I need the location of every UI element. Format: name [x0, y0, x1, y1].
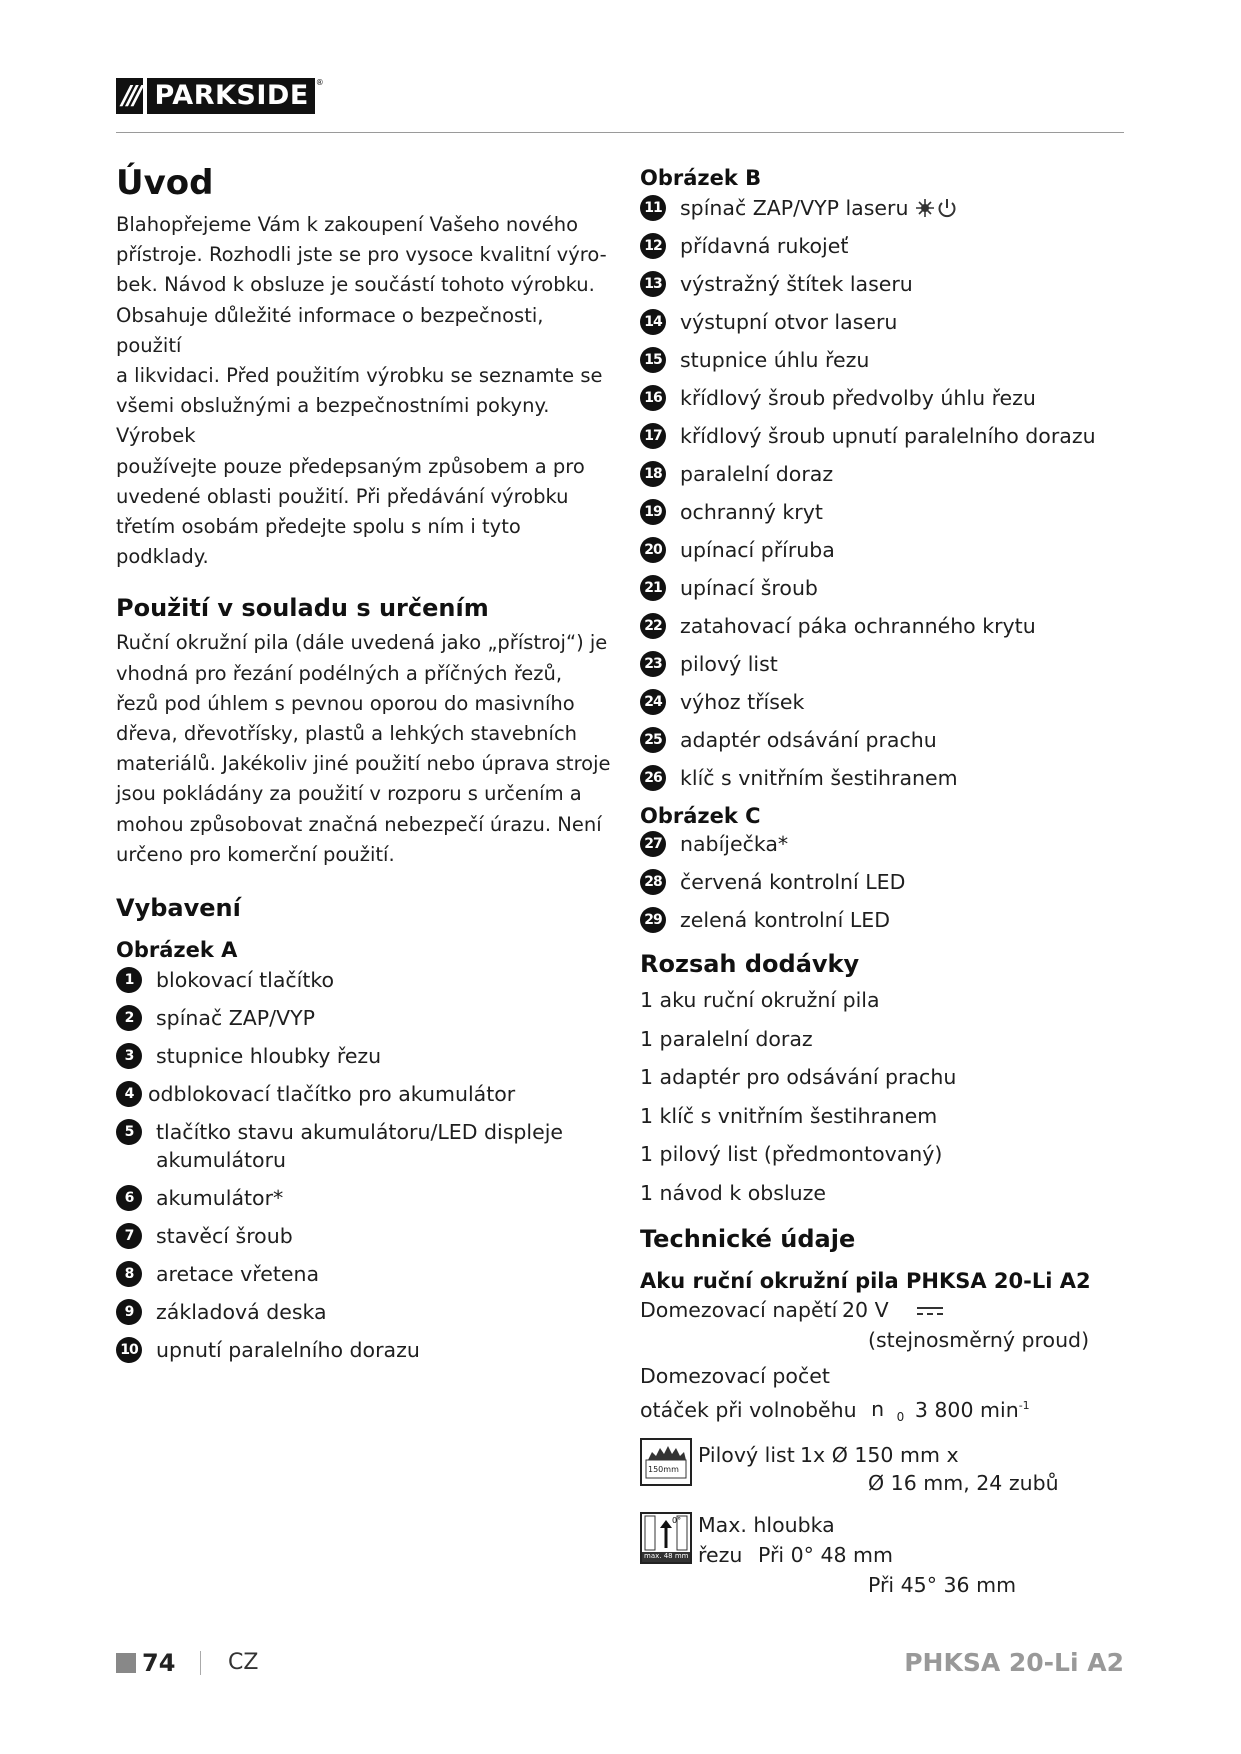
depth-label-1: Max. hloubka — [698, 1513, 835, 1538]
item-label: výstražný štítek laseru — [680, 272, 913, 296]
intro-line: Blahopřejeme Vám k zakoupení Vašeho nového — [116, 213, 579, 236]
figure-c-heading: Obrázek C — [640, 804, 761, 828]
item-label-wrap — [680, 194, 1140, 222]
intro-line: všemi obslužnými a bezpečnostními pokyny. Výrobek — [116, 394, 550, 448]
delivery-item: 1 klíč s vnitřním šestihranem — [640, 1103, 938, 1128]
item-label: zelená kontrolní LED — [680, 908, 891, 932]
item-label: upínací příruba — [680, 538, 835, 562]
callout-number-icon: 5 — [116, 1119, 142, 1145]
intro-line: třetím osobám předejte spolu s ním i tyto podklady. — [116, 515, 521, 569]
item-label: klíč s vnitřním šestihranem — [680, 766, 958, 790]
callout-number-icon: 11 — [640, 195, 666, 221]
list-item — [640, 460, 1140, 488]
callout-number-icon: 19 — [640, 499, 666, 525]
speed-label-1: Domezovací počet — [640, 1363, 830, 1388]
intended-use-title: Použití v souladu s určením — [116, 594, 489, 623]
header-rule — [116, 132, 1124, 133]
callout-number-icon: 18 — [640, 461, 666, 487]
callout-number-icon: 8 — [116, 1261, 142, 1287]
speed-superscript: -1 — [1018, 1398, 1030, 1412]
callout-number-icon: 3 — [116, 1043, 142, 1069]
item-label: ochranný kryt — [680, 500, 823, 524]
list-item — [640, 422, 1140, 450]
list-item — [640, 726, 1140, 754]
depth-value-1: Při 0° 48 mm — [758, 1543, 893, 1568]
speed-value: 3 800 min — [914, 1397, 1019, 1422]
list-item — [116, 1222, 611, 1250]
language-code: CZ — [228, 1650, 259, 1675]
delivery-item: 1 paralelní doraz — [640, 1026, 813, 1051]
callout-number-icon: 10 — [116, 1337, 142, 1363]
list-item — [640, 906, 1140, 934]
item-label: zatahovací páka ochranného krytu — [680, 614, 1036, 638]
footer-model: PHKSA 20-Li A2 — [904, 1648, 1124, 1677]
intended-use-line: mohou způsobovat značná nebezpečí úrazu. Není — [116, 812, 602, 836]
figure-c-list — [640, 830, 1140, 934]
intended-use-line: určeno pro komerční použití. — [116, 842, 395, 866]
item-label: odblokovací tlačítko pro akumulátor — [148, 1082, 516, 1107]
item-label: adaptér odsávání prachu — [680, 728, 937, 752]
intro-line: uvedené oblasti použití. Při předávání výrobku — [116, 484, 569, 508]
intro-title: Úvod — [116, 163, 214, 203]
voltage-value: 20 V — [842, 1297, 889, 1322]
callout-number-icon: 20 — [640, 537, 666, 563]
item-label: spínač ZAP/VYP laseru — [680, 196, 909, 220]
list-item — [640, 498, 1140, 526]
list-item — [640, 868, 1140, 896]
intended-use-line: vhodná pro řezání podélných a příčných řezů, — [116, 661, 563, 685]
list-item — [116, 966, 611, 994]
depth-label-2: řezu — [698, 1543, 743, 1568]
intended-use-line: dřeva, dřevotřísky, plastů a lehkých stavebních — [116, 722, 578, 746]
logo-slashes: /// — [116, 78, 143, 114]
list-item — [116, 1298, 611, 1326]
item-label: stupnice hloubky řezu — [156, 1044, 382, 1069]
delivery-item: 1 aku ruční okružní pila — [640, 988, 880, 1012]
callout-number-icon: 13 — [640, 271, 666, 297]
callout-number-icon: 25 — [640, 727, 666, 753]
list-item — [640, 270, 1140, 298]
item-label: červená kontrolní LED — [680, 870, 906, 894]
list-item — [116, 1118, 611, 1174]
delivery-title: Rozsah dodávky — [640, 950, 860, 978]
item-label: paralelní doraz — [680, 462, 834, 486]
item-label: výstupní otvor laseru — [680, 310, 898, 334]
list-item — [116, 1184, 611, 1212]
item-label: spínač ZAP/VYP — [156, 1006, 315, 1031]
list-item — [116, 1260, 611, 1288]
list-item — [116, 1080, 611, 1108]
footer-square-icon — [116, 1653, 136, 1673]
callout-number-icon: 17 — [640, 423, 666, 449]
footer-divider — [200, 1651, 201, 1675]
depth-icon-angle: 0° — [672, 1516, 682, 1526]
list-item — [116, 1042, 611, 1070]
tech-product: Aku ruční okružní pila PHKSA 20-Li A2 — [640, 1268, 1091, 1293]
item-label: přídavná rukojeť — [680, 234, 849, 258]
logo-brand: PARKSIDE — [147, 78, 315, 114]
item-label: pilový list — [680, 652, 778, 676]
delivery-item: 1 pilový list (předmontovaný) — [640, 1142, 943, 1166]
callout-number-icon: 24 — [640, 689, 666, 715]
callout-number-icon: 28 — [640, 869, 666, 895]
list-item — [640, 688, 1140, 716]
speed-subscript: 0 — [896, 1410, 905, 1425]
item-label: základová deska — [156, 1300, 327, 1325]
callout-number-icon: 7 — [116, 1223, 142, 1249]
list-item — [640, 764, 1140, 792]
callout-number-icon: 21 — [640, 575, 666, 601]
figure-b-heading: Obrázek B — [640, 166, 762, 190]
callout-number-icon: 1 — [116, 967, 142, 993]
item-label: křídlový šroub upnutí paralelního dorazu — [680, 424, 1096, 448]
callout-number-icon: 12 — [640, 233, 666, 259]
list-item — [640, 384, 1140, 412]
item-label: stavěcí šroub — [156, 1224, 293, 1249]
depth-icon-text: max. 48 mm — [644, 1552, 689, 1561]
delivery-item: 1 adaptér pro odsávání prachu — [640, 1065, 957, 1089]
blade-value-2: Ø 16 mm, 24 zubů — [868, 1471, 1059, 1496]
saw-blade-icon — [640, 1438, 692, 1486]
intro-line: Obsahuje důležité informace o bezpečnosti, použití — [116, 303, 544, 357]
list-item — [640, 830, 1140, 858]
list-item — [640, 346, 1140, 374]
blade-label: Pilový list — [698, 1443, 795, 1468]
intended-use-line: řezů pod úhlem s pevnou oporou do masivního — [116, 691, 575, 715]
voltage-note: (stejnosměrný proud) — [868, 1327, 1090, 1352]
callout-number-icon: 27 — [640, 831, 666, 857]
tech-depth-row — [640, 1510, 1140, 1600]
list-item — [640, 612, 1140, 640]
delivery-item: 1 návod k obsluze — [640, 1180, 827, 1205]
item-label: stupnice úhlu řezu — [680, 348, 870, 372]
intended-use-text — [116, 628, 611, 870]
intro-line: přístroje. Rozhodli jste se pro vysoce kvalitní výro- — [116, 243, 607, 267]
saw-blade-graphic — [642, 1440, 690, 1484]
callout-number-icon: 14 — [640, 309, 666, 335]
speed-symbol: n — [871, 1397, 885, 1422]
intro-line: a likvidaci. Před použitím výrobku se seznamte se — [116, 364, 603, 388]
tech-blade-row — [640, 1438, 1140, 1500]
equipment-title: Vybavení — [116, 894, 241, 923]
list-item — [640, 536, 1140, 564]
intended-use-line: Ruční okružní pila (dále uvedená jako „přístroj“) je — [116, 631, 608, 655]
figure-b-list — [640, 194, 1140, 792]
list-item — [116, 1004, 611, 1032]
intro-line: používejte pouze předepsaným způsobem a pro — [116, 454, 585, 478]
figure-a-heading: Obrázek A — [116, 938, 238, 963]
tech-speed-row — [640, 1391, 1140, 1433]
item-label: blokovací tlačítko — [156, 968, 335, 993]
list-item — [640, 574, 1140, 602]
callout-number-icon: 16 — [640, 385, 666, 411]
tech-title: Technické údaje — [640, 1224, 856, 1253]
list-item — [116, 1336, 611, 1364]
blade-icon-text: 150mm — [648, 1465, 679, 1475]
logo-registered: ® — [315, 78, 324, 87]
callout-number-icon: 4 — [116, 1081, 142, 1107]
figure-a-list — [116, 966, 611, 1364]
callout-number-icon: 29 — [640, 907, 666, 933]
callout-number-icon: 2 — [116, 1005, 142, 1031]
item-label: nabíječka* — [680, 832, 789, 856]
intended-use-line: jsou pokládány za použití v rozporu s určením a — [116, 782, 582, 806]
item-label: tlačítko stavu akumulátoru/LED displeje akumulátoru — [156, 1120, 564, 1173]
voltage-label: Domezovací napětí — [640, 1297, 838, 1322]
callout-number-icon: 23 — [640, 651, 666, 677]
callout-number-icon: 26 — [640, 765, 666, 791]
item-label: aretace vřetena — [156, 1262, 320, 1287]
intended-use-line: materiálů. Jakékoliv jiné použití nebo úprava stroje — [116, 752, 611, 776]
item-label: upnutí paralelního dorazu — [156, 1338, 420, 1363]
tech-voltage-row — [640, 1295, 1140, 1325]
item-label: akumulátor* — [156, 1186, 284, 1211]
item-label: upínací šroub — [680, 576, 818, 600]
callout-number-icon: 15 — [640, 347, 666, 373]
delivery-list — [640, 986, 1140, 1207]
list-item — [640, 650, 1140, 678]
callout-number-icon: 22 — [640, 613, 666, 639]
item-label: výhoz třísek — [680, 690, 805, 714]
item-label: křídlový šroub předvolby úhlu řezu — [680, 386, 1036, 410]
right-column — [640, 164, 1140, 1600]
list-item — [640, 232, 1140, 260]
page-number: 74 — [142, 1649, 176, 1677]
parkside-logo — [116, 78, 324, 114]
list-item — [640, 308, 1140, 336]
blade-value-1: 1x Ø 150 mm x — [800, 1443, 959, 1468]
direct-current-icon — [915, 1304, 945, 1318]
callout-number-icon: 6 — [116, 1185, 142, 1211]
list-item — [640, 194, 1140, 222]
depth-value-2: Při 45° 36 mm — [868, 1573, 1017, 1598]
intro-line: bek. Návod k obsluze je součástí tohoto výrobku. — [116, 273, 595, 297]
left-column — [116, 160, 611, 1374]
intro-text — [116, 210, 611, 572]
page-footer — [116, 1648, 1124, 1678]
speed-label-2: otáček při volnoběhu — [640, 1397, 857, 1422]
cut-depth-icon — [640, 1512, 692, 1564]
laser-power-icon — [915, 197, 957, 219]
callout-number-icon: 9 — [116, 1299, 142, 1325]
